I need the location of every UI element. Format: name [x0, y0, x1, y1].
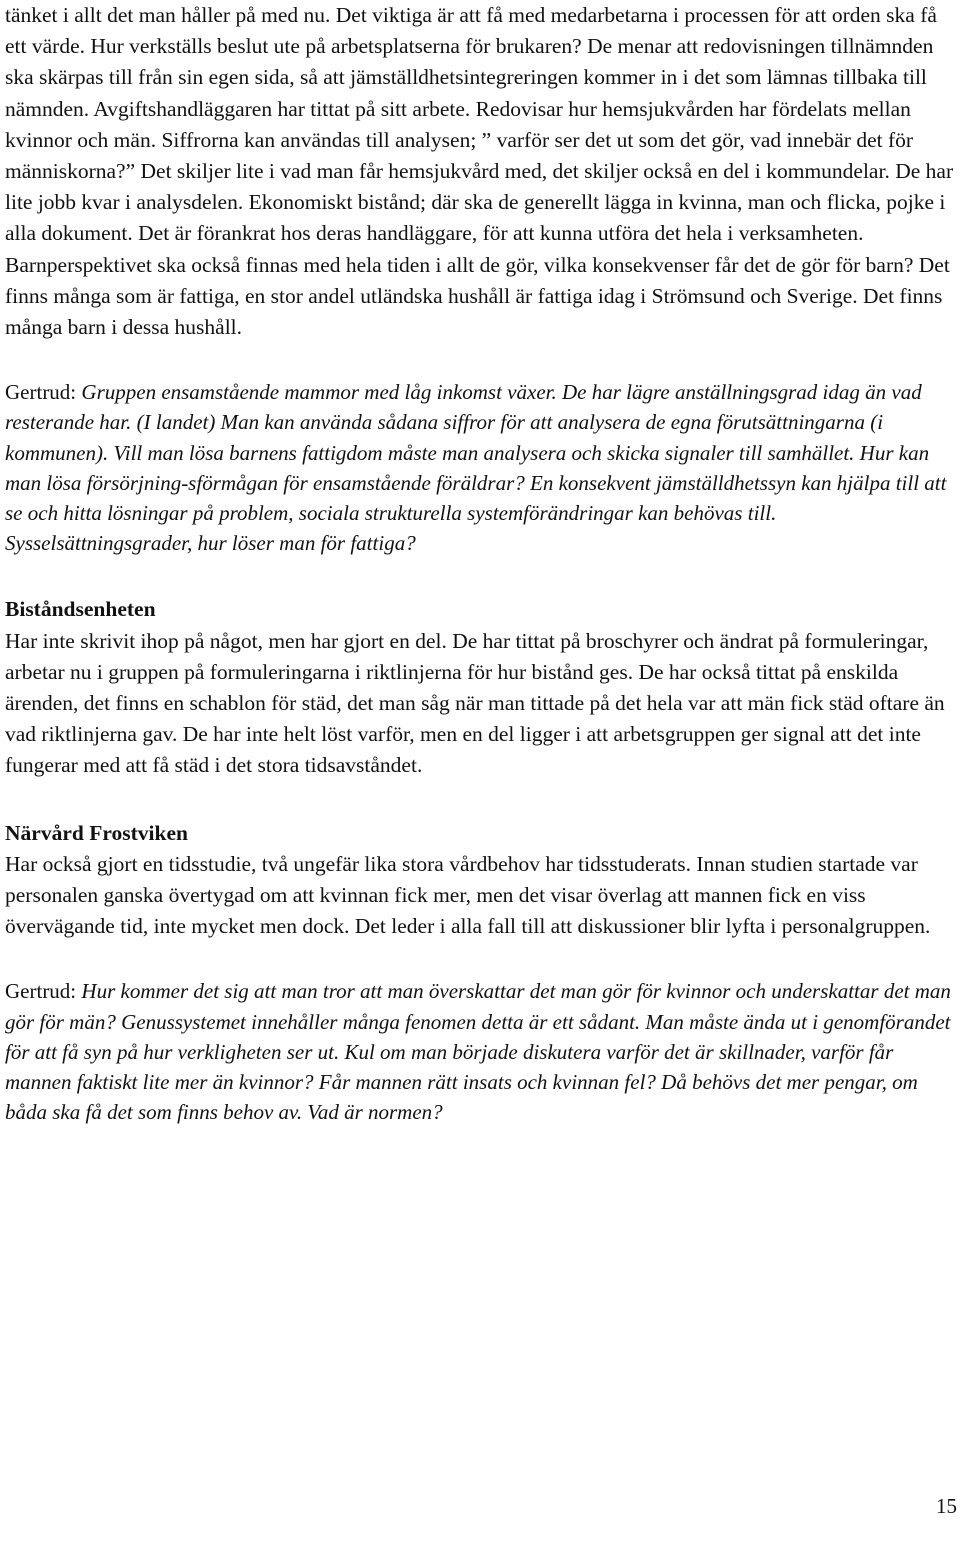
speaker-label: Gertrud:	[5, 979, 82, 1004]
speaker-label: Gertrud:	[5, 380, 82, 405]
gertrud-comment-1	[5, 377, 957, 558]
section-heading: Närvård Frostviken	[5, 820, 188, 845]
page-number: 15	[936, 1494, 957, 1518]
section-narvard-frostviken	[5, 818, 957, 943]
section-bistandsenheten	[5, 594, 957, 781]
document-page	[5, 0, 957, 1128]
comment-text: Hur kommer det sig att man tror att man överskattar det man gör för kvinnor och underskattar det man gör för män? Genussystemet innehåller många fenomen detta är ett sådant. Man måste ända ut i genomförandet för att få syn på hur verkligheten ser ut. Kul om man började diskutera varför det är skillnader, varför får mannen faktiskt lite mer än kvinnor? Får mannen rätt insats och kvinnan fel? Då behövs det mer pengar, om båda ska få det som finns behov av. Vad är normen?	[5, 979, 951, 1125]
section-heading: Biståndsenheten	[5, 597, 156, 622]
intro-paragraph: tänket i allt det man håller på med nu. Det viktiga är att få med medarbetarna i processen för att orden ska få ett värde. Hur verkställs beslut ute på arbetsplatserna för brukaren? De menar att redovisningen tillnämnden ska skärpas till från sin egen sida, så att jämställdhetsintegreringen kommer in i det som lämnas tillbaka till nämnden. Avgiftshandläggaren har tittat på sitt arbete. Redovisar hur hemsjukvården har fördelats mellan kvinnor och män. Siffrorna kan användas till analysen; ” varför ser det ut som det gör, vad innebär det för människorna?” Det skiljer lite i vad man får hemsjukvård med, det skiljer också en del i kommundelar. De har lite jobb kvar i analysdelen. Ekonomiskt bistånd; där ska de generellt lägga in kvinna, man och flicka, pojke i alla dokument. Det är förankrat hos deras handläggare, för att kunna utföra det hela i verksamheten. Barnperspektivet ska också finnas med hela tiden i allt de gör, vilka konsekvenser får det de gör för barn? Det finns många som är fattiga, en stor andel utländska hushåll är fattiga idag i Strömsund och Sverige. Det finns många barn i dessa hushåll.	[5, 3, 954, 340]
gertrud-comment-2	[5, 976, 957, 1127]
section-body: Har också gjort en tidsstudie, två ungefär lika stora vårdbehov har tidsstuderats. Innan studien startade var personalen ganska övertygad om att kvinnan fick mer, men det visar överlag att mannen fick en viss övervägande tid, inte mycket men dock. Det leder i alla fall till att diskussioner blir lyfta i personalgruppen.	[5, 851, 931, 939]
section-body: Har inte skrivit ihop på något, men har gjort en del. De har tittat på broschyrer och ändrat på formuleringar, arbetar nu i gruppen på formuleringarna i riktlinjerna för hur bistånd ges. De har också tittat på enskilda ärenden, det finns en schablon för städ, det man såg när man tittade på det hela var att män fick städ oftare än vad riktlinjerna gav. De har inte helt löst varför, men en del ligger i att arbetsgruppen ger signal att det inte fungerar med att få städ i det stora tidsavståndet.	[5, 628, 945, 778]
comment-text: Gruppen ensamstående mammor med låg inkomst växer. De har lägre anställningsgrad idag än vad resterande har. (I landet) Man kan använda sådana siffror för att analysera de egna förutsättningarna (i kommunen). Vill man lösa barnens fattigdom måste man analysera och skicka signaler till samhället. Hur kan man lösa försörjning-sförmågan för ensamstående föräldrar? En konsekvent jämställdhetssyn kan hjälpa till att se och hitta lösningar på problem, sociala strukturella systemförändringar kan behövas till. Sysselsättningsgrader, hur löser man för fattiga?	[5, 380, 947, 556]
